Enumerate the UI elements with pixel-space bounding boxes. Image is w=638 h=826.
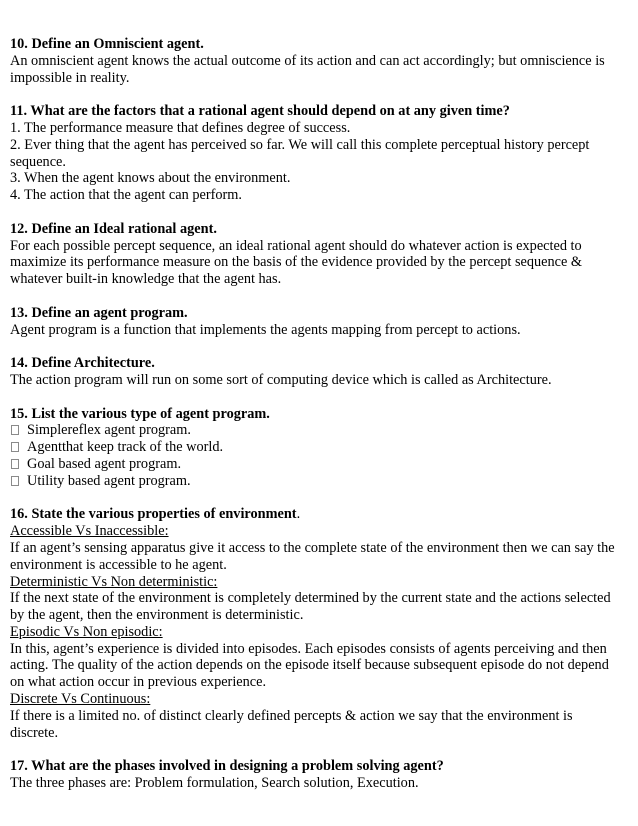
section-q11: [10, 103, 620, 204]
bullet-text: Agentthat keep track of the world.: [27, 439, 224, 456]
property-text: If the next state of the environment is completely determined by the current state and the actions selected by the agent, then the environment is deterministic.: [10, 590, 611, 624]
bullet-item: [10, 473, 620, 490]
question-heading: 17. What are the phases involved in designing a problem solving agent?: [10, 758, 444, 775]
bullet-text: Utility based agent program.: [27, 472, 191, 489]
bullet-box-icon: [11, 476, 19, 486]
list-item: 1. The performance measure that defines degree of success.: [10, 119, 351, 136]
property-text: If an agent’s sensing apparatus give it access to the complete state of the environment then we can say the environment is accessible to he agent.: [10, 539, 615, 573]
answer-text: The three phases are: Problem formulation, Search solution, Execution.: [10, 775, 419, 792]
section-q12: [10, 221, 620, 288]
bullet-item: [10, 439, 620, 456]
property-heading: Discrete Vs Continuous:: [10, 691, 151, 708]
question-heading-text: 16. State the various properties of environment: [10, 506, 297, 523]
question-heading: 14. Define Architecture.: [10, 355, 155, 372]
document-page: [10, 36, 620, 809]
list-item: 2. Ever thing that the agent has perceived so far. We will call this complete perceptual history percept sequence.: [10, 136, 590, 170]
answer-text: For each possible percept sequence, an ideal rational agent should do whatever action is expected to maximize its performance measure on the basis of the evidence provided by the percept sequence & whatever built-in knowledge that the agent has.: [10, 237, 583, 288]
answer-text: Agent program is a function that implements the agents mapping from percept to actions.: [10, 321, 521, 338]
answer-text: An omniscient agent knows the actual outcome of its action and can act accordingly; but omniscience is impossible in reality.: [10, 52, 605, 86]
list-item: 3. When the agent knows about the environment.: [10, 170, 291, 187]
section-q13: [10, 305, 620, 339]
property-heading: Episodic Vs Non episodic:: [10, 623, 163, 640]
property-heading: Accessible Vs Inaccessible:: [10, 523, 169, 540]
question-heading: 10. Define an Omniscient agent.: [10, 36, 204, 52]
question-heading: 13. Define an agent program.: [10, 304, 188, 321]
question-heading: 15. List the various type of agent program.: [10, 405, 270, 422]
question-heading: 12. Define an Ideal rational agent.: [10, 220, 217, 237]
section-q15: [10, 406, 620, 490]
section-q17: [10, 758, 620, 792]
bullet-box-icon: [11, 459, 19, 469]
heading-period: .: [296, 506, 301, 523]
section-q14: [10, 355, 620, 389]
bullet-text: Simplereflex agent program.: [27, 422, 191, 439]
property-heading: Deterministic Vs Non deterministic:: [10, 573, 218, 590]
question-heading: 11. What are the factors that a rational agent should depend on at any given time?: [10, 103, 510, 120]
bullet-item: [10, 422, 620, 439]
bullet-text: Goal based agent program.: [27, 455, 182, 472]
bullet-box-icon: [11, 442, 19, 452]
section-q16: [10, 506, 620, 741]
bullet-box-icon: [11, 425, 19, 435]
question-heading: [10, 506, 620, 523]
property-text: In this, agent’s experience is divided into episodes. Each episodes consists of agents perceiving and then acting. The quality of the action depends on the episode itself because subsequent episode do not depend on what action occur in previous experience.: [10, 640, 609, 691]
property-text: If there is a limited no. of distinct clearly defined percepts & action we say that the environment is discrete.: [10, 707, 573, 741]
bullet-item: [10, 456, 620, 473]
section-q10: [10, 36, 620, 86]
list-item: 4. The action that the agent can perform.: [10, 187, 242, 204]
answer-text: The action program will run on some sort of computing device which is called as Architecture.: [10, 371, 552, 388]
